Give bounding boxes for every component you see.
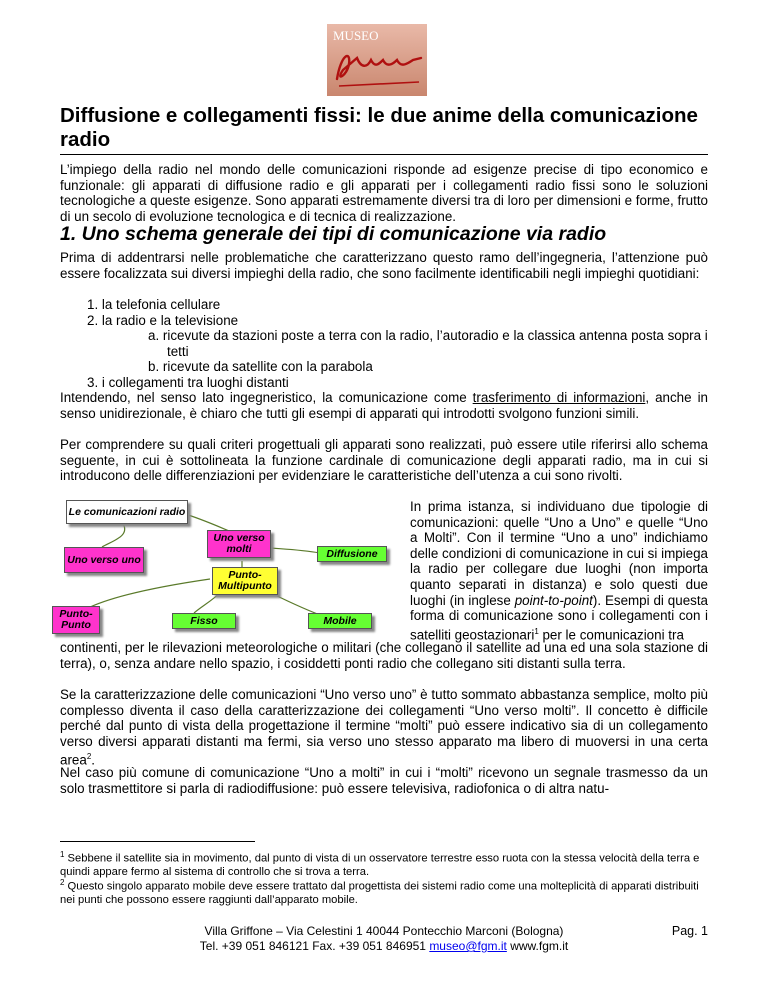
footnote: $^2$ Questo singolo apparato mobile deve essere trattato dal progettista dei sistemi radio come una molteplicità di apparati distribuiti nei punti che possono essere raggiunti dall’apparato mobile. bbox=[60, 878, 699, 907]
paragraph-side-diagram: In prima istanza, si individuano due tipologie di comunicazioni: quelle “Uno a Uno” e quelle “Uno a Molti”. Con il termine “Uno a uno” indichiamo delle condizioni di comunicazione in cui si impiega la radio per collegare due luoghi (non importa quanto separati in distanza) e solo questi due luoghi (in inglese point-to-point). Esempi di questa forma di comunicazione sono i collegamenti con i satelliti geostazionari$^1$ per le comunicazioni tra bbox=[410, 499, 709, 643]
email-link[interactable]: museo@fgm.it bbox=[429, 939, 507, 953]
list-item: 2. la radio e la televisione bbox=[87, 313, 239, 328]
list-item: b. ricevute da satellite con la parabola bbox=[148, 359, 373, 374]
node-multipoint: Punto-Multipunto bbox=[212, 567, 278, 595]
paragraph-schema: Per comprendere su quali criteri progettuali gli apparati sono realizzati, può essere utile riferirsi allo schema seguente, in cui è sottolineata la funzione cardinale di comunicazione degli apparati radio, ma in cui si introducono delle differenziazioni per evidenziare le caratteristiche dell’utenza a cui sono rivolti. bbox=[60, 437, 708, 484]
page-number: Pag. 1 bbox=[671, 924, 708, 938]
paragraph-intro-list: Prima di addentrarsi nelle problematiche che caratterizzano questo ramo dell’ingegneria, l’attenzione può essere focalizzata sui diversi impieghi della radio, che sono facilmente identificabili negli impieghi quotidiani: bbox=[60, 250, 708, 281]
underlined-term: trasferimento di informazioni bbox=[472, 390, 646, 405]
node-mobile: Mobile bbox=[308, 613, 372, 629]
node-point-to-point: Punto-Punto bbox=[52, 606, 100, 634]
list-item: a. ricevute da stazioni poste a terra con la radio, l’autoradio e la classica antenna posta sopra i tetti bbox=[148, 328, 708, 359]
title-rule bbox=[60, 154, 708, 155]
paragraph-one-to-many: Se la caratterizzazione delle comunicazioni “Uno verso uno” è tutto sommato abbastanza semplice, molto più complesso diventa il caso della caratterizzazione dei collegamenti “Uno verso molti”. Il concetto è difficile perché dal punto di vista della progettazione il termine “molti” può essere indicativo sia di un collegamento verso diversi apparati distanti ma fermi, sia verso uno stesso apparato ma libero di muoversi in una certa area$^2$. bbox=[60, 687, 708, 768]
node-fixed: Fisso bbox=[172, 613, 236, 629]
paragraph-continents: continenti, per le rilevazioni meteorologiche o militari (che collegano il satellite ad una ed una sola stazione di terra), o, senza andare nello spazio, i cosiddetti ponti radio che collegano siti distanti sulla terra. bbox=[60, 640, 708, 671]
node-diffusion: Diffusione bbox=[317, 546, 387, 562]
communication-types-diagram bbox=[52, 491, 392, 636]
list-item: 3. i collegamenti tra luoghi distanti bbox=[87, 375, 289, 390]
paragraph-information-transfer: Intendendo, nel senso lato ingegneristico, la comunicazione come trasferimento di informazioni, anche in senso unidirezionale, è chiaro che tutti gli esempi di apparati qui introdotti svolgono funzioni simili. bbox=[60, 390, 708, 421]
museo-marconi-logo bbox=[327, 24, 427, 96]
page-footer bbox=[60, 924, 708, 954]
node-one-to-many: Uno verso molti bbox=[207, 530, 271, 558]
footer-address: Villa Griffone – Via Celestini 1 40044 Pontecchio Marconi (Bologna) bbox=[204, 924, 564, 938]
node-one-to-one: Uno verso uno bbox=[64, 547, 144, 573]
footnote-rule bbox=[60, 841, 255, 842]
page-title: Diffusione e collegamenti fissi: le due anime della comunicazione radio bbox=[60, 104, 698, 151]
footer-contacts: Tel. +39 051 846121 Fax. +39 051 846951 museo@fgm.it www.fgm.it bbox=[199, 939, 569, 953]
paragraph-broadcast: Nel caso più comune di comunicazione “Uno a molti” in cui i “molti” ricevono un segnale trasmesso da un solo trasmettitore si parla di radiodiffusione: può essere televisiva, radiofonica o di altra natu- bbox=[60, 765, 708, 796]
intro-paragraph: L’impiego della radio nel mondo delle comunicazioni risponde ad esigenze precise di tipo economico e funzionale: gli apparati di diffusione radio e gli apparati per i collegamenti radio fissi sono le soluzioni tecnologiche a queste esigenze. Sono apparati estremamente diversi tra di loro per dimensioni e forme, frutto di un secolo di evoluzione tecnologica e di tecnica di realizzazione. bbox=[60, 162, 708, 224]
node-root: Le comunicazioni radio bbox=[66, 500, 188, 524]
section-heading: 1. Uno schema generale dei tipi di comunicazione via radio bbox=[60, 223, 607, 245]
footnote: $^1$ Sebbene il satellite sia in movimento, dal punto di vista di un osservatore terrestre esso ruota con la stessa velocità della terra e quindi appare fermo al sistema di controllo che si trova a terra. bbox=[60, 850, 700, 879]
list-item: 1. la telefonia cellulare bbox=[87, 297, 221, 312]
svg-text:MUSEO: MUSEO bbox=[333, 28, 379, 43]
